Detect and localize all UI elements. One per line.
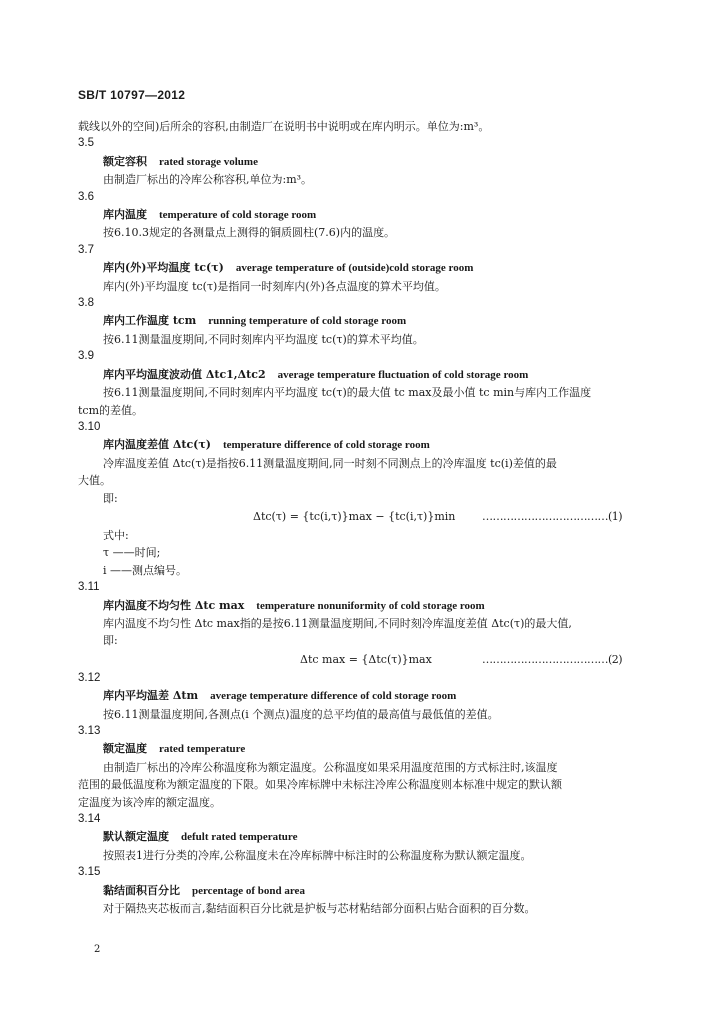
term-cn: 默认额定温度 [103,830,169,844]
clause-term [78,597,638,615]
clause-term [78,153,638,171]
term-cn: 库内温度不均匀性 Δtc max [103,598,245,612]
term-cn: 额定容积 [103,154,147,168]
term-en: rated temperature [159,743,246,756]
clause-body: 由制造厂标出的冷库公称容积,单位为:m³。 [103,173,313,187]
clause-number: 3.14 [78,813,101,826]
clause-term [78,740,638,758]
term-en: temperature difference of cold storage room [222,439,430,452]
clause-term [78,436,638,454]
term-cn: 库内温度差值 Δtc(τ) [103,438,211,452]
formula-expression: Δtc(τ) = {tc(i,τ)}max − {tc(i,τ)}min [253,509,456,523]
clause-number: 3.6 [78,190,94,203]
clause-body-continued: 范围的最低温度称为额定温度的下限。如果冷库标牌中未标注冷库公称温度则本标准中规定的默认额 [78,778,562,792]
clause-number: 3.13 [78,725,101,737]
term-en: percentage of bond area [192,884,305,897]
clause-number: 3.10 [78,420,101,433]
clause-number: 3.7 [78,243,94,256]
term-cn: 库内温度 [103,208,147,222]
term-en: average temperature of (outside)cold storage room [235,262,474,275]
where-label: 式中: [103,528,129,542]
term-en: average temperature difference of cold storage room [210,690,457,703]
formula-number: ………………………………(2) [482,652,623,666]
term-cn: 库内工作温度 tcm [103,314,197,328]
clause-body: 库内(外)平均温度 tc(τ)是指同一时刻库内(外)各点温度的算术平均值。 [103,279,446,293]
term-cn: 库内平均温度波动值 Δtc1,Δtc2 [103,367,266,381]
term-en: temperature of cold storage room [159,209,317,222]
term-cn: 库内平均温差 Δtm [103,689,199,703]
clause-body-continued: 定温度为该冷库的额定温度。 [78,795,221,809]
standard-code-header: SB/T 10797—2012 [78,88,186,102]
ji-label: 即: [103,491,118,505]
page-number: 2 [94,944,101,955]
clause-body: 库内温度不均匀性 Δtc max指的是按6.11测量温度期间,不同时刻冷库温度差值 Δtc(τ)的最大值, [103,616,572,630]
variable-definition: i ——测点编号。 [103,563,188,577]
continuation-line: 载线以外的空间)后所余的容积,由制造厂在说明书中说明或在库内明示。单位为:m³。 [78,120,490,133]
term-en: rated storage volume [159,155,258,168]
clause-body: 按6.10.3规定的各测量点上测得的铜质圆柱(7.6)内的温度。 [103,226,396,240]
formula-2 [78,650,638,670]
clause-number: 3.5 [78,137,94,150]
ji-label: 即: [103,634,118,648]
clause-term [78,366,638,384]
clause-term [78,687,638,705]
clause-number: 3.8 [78,297,94,310]
document-body [78,118,638,917]
term-en: running temperature of cold storage room [208,315,407,328]
clause-body-continued: 大值。 [78,474,111,488]
clause-term [78,828,638,846]
term-cn: 额定温度 [103,742,147,756]
clause-body: 冷库温度差值 Δtc(τ)是指按6.11测量温度期间,同一时刻不同测点上的冷库温度 tc(i)差值的最 [103,456,557,470]
clause-body: 对于隔热夹芯板而言,黏结面积百分比就是护板与芯材粘结部分面积占贴合面积的百分数。 [103,902,536,916]
clause-body: 按6.11测量温度期间,各测点(i 个测点)温度的总平均值的最高值与最低值的差值。 [103,707,499,721]
clause-term [78,259,638,277]
clause-term [78,206,638,224]
clause-number: 3.15 [78,866,101,879]
clause-body: 由制造厂标出的冷库公称温度称为额定温度。公称温度如果采用温度范围的方式标注时,该温度 [103,760,558,774]
formula-expression: Δtc max = {Δtc(τ)}max [300,652,432,666]
term-en: temperature nonuniformity of cold storage room [256,599,485,612]
variable-definition: τ ——时间; [103,546,161,560]
clause-body: 按6.11测量温度期间,不同时刻库内平均温度 tc(τ)的最大值 tc max及最小值 tc min与库内工作温度 [103,386,592,400]
clause-term [78,312,638,330]
term-en: average temperature fluctuation of cold storage room [277,368,529,381]
clause-body: 按照表1进行分类的冷库,公称温度未在冷库标牌中标注时的公称温度称为默认额定温度。 [103,848,532,862]
term-en: defult rated temperature [181,831,298,844]
clause-body-continued: tcm的差值。 [78,403,144,417]
clause-term [78,882,638,900]
term-cn: 库内(外)平均温度 tc(τ) [103,261,224,275]
clause-number: 3.9 [78,350,94,363]
term-cn: 黏结面积百分比 [103,883,180,897]
clause-body: 按6.11测量温度期间,不同时刻库内平均温度 tc(τ)的算术平均值。 [103,332,424,346]
formula-1 [78,507,638,527]
clause-number: 3.12 [78,671,101,684]
clause-number: 3.11 [78,581,100,594]
formula-number: ………………………………(1) [482,509,623,523]
